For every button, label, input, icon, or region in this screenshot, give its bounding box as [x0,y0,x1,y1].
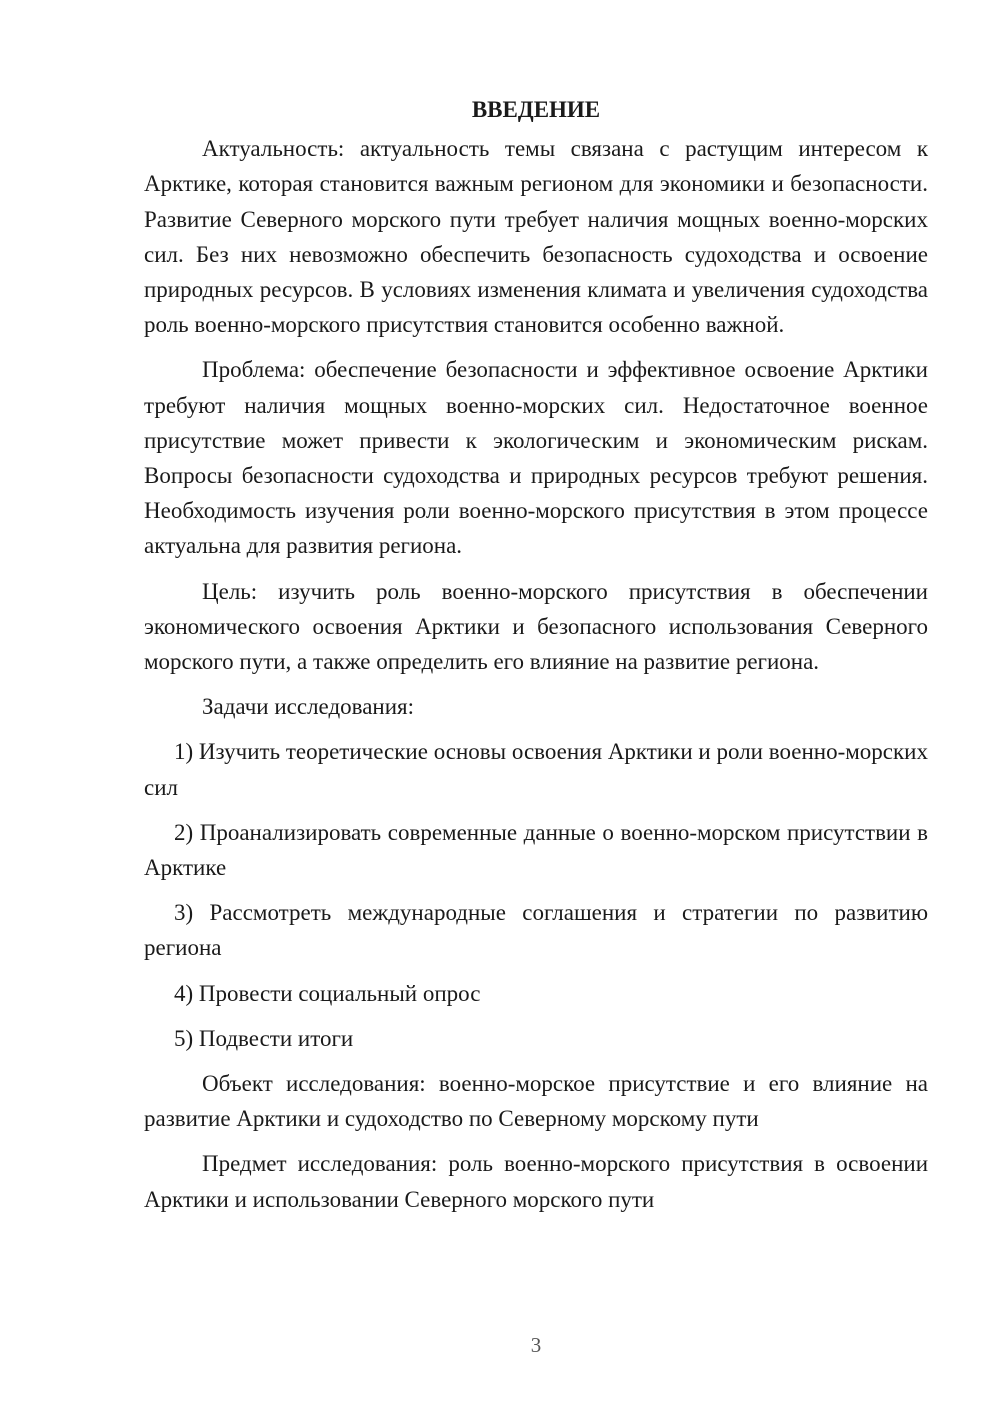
relevance-paragraph: Актуальность: актуальность темы связана с растущим интересом к Арктике, которая становится важным регионом для экономики и безопасности. Развитие Северного морского пути требует наличия мощных военно-морских сил. Без них невозможно обеспечить безопасность судоходства и освоение природных ресурсов. В условиях изменения климата и увеличения судоходства роль военно-морского присутствия становится особенно важной. [144,136,928,338]
tasks-heading: Задачи исследования: [202,694,415,720]
subject-paragraph: Предмет исследования: роль военно-морского присутствия в освоении Арктики и использовании Северного морского пути [144,1151,928,1212]
document-body [144,92,928,1227]
object-paragraph: Объект исследования: военно-морское присутствие и его влияние на развитие Арктики и судоходство по Северному морскому пути [144,1071,928,1132]
task-item-3: 3) Рассмотреть международные соглашения и стратегии по развитию региона [144,900,928,961]
task-item-1: 1) Изучить теоретические основы освоения Арктики и роли военно-морских сил [144,739,928,800]
page-title: ВВЕДЕНИЕ [471,97,601,122]
task-item-4: 4) Провести социальный опрос [174,980,481,1006]
page-number: 3 [530,1333,542,1357]
goal-paragraph: Цель: изучить роль военно-морского присутствия в обеспечении экономического освоения Арктики и безопасного использования Северного морского пути, а также определить его влияние на развитие региона. [144,578,928,675]
task-item-5: 5) Подвести итоги [174,1025,354,1051]
problem-paragraph: Проблема: обеспечение безопасности и эффективное освоение Арктики требуют наличия мощных военно-морских сил. Недостаточное военное присутствие может привести к экологическим и экономическим рискам. Вопросы безопасности судоходства и природных ресурсов требуют решения. Необходимость изучения роли военно-морского присутствия в этом процессе актуальна для развития региона. [144,357,928,559]
task-item-2: 2) Проанализировать современные данные о военно-морском присутствии в Арктике [144,819,928,881]
